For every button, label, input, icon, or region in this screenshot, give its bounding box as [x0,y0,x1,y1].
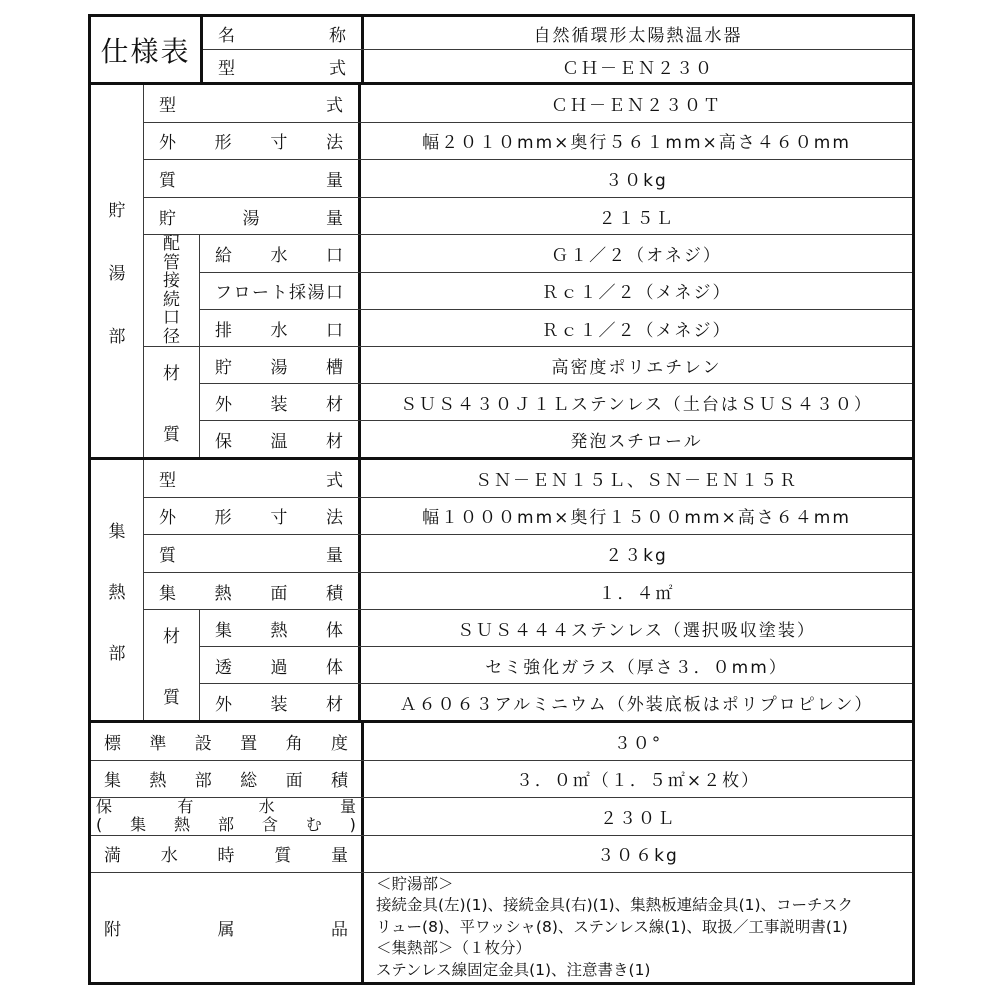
row-label: 外 形 寸 法 [144,123,361,160]
row-mass [144,160,912,198]
row-value: １．４㎡ [598,583,675,604]
row-absorber-material [200,610,912,647]
row-value: ２１５Ｌ [598,208,675,229]
section-storage [91,85,912,460]
accessories-line: リュー(8)、平ワッシャ(8)、ステンレス線(1)、取扱／工事説明書(1) [376,917,848,936]
section-collector [91,460,912,723]
row-product-name [203,17,912,50]
row-label: 透 過 体 [200,647,361,683]
row-value: Ｒｃ１／２（メネジ） [541,320,732,341]
row-value: ２３０Ｌ [600,808,676,829]
row-value: ３０６kg [597,846,679,867]
row-label: 外 装 材 [200,384,361,420]
row-drain-outlet [200,310,912,346]
table-title: 仕様表 [91,17,203,82]
row-value: ２３kg [605,545,668,566]
row-insulation-material [200,421,912,457]
collector-rows [144,460,912,720]
group-label-storage-material: 材 質 [144,347,200,457]
row-label-line2: ( 集 熱 部 含 む ) [96,815,356,835]
row-label [91,798,364,835]
row-label: 集 熱 面 積 [144,573,361,610]
row-label: 集 熱 体 [200,610,361,646]
row-tank-material [200,347,912,384]
row-value: ＣＨ－ＥＮ２３０Ｔ [551,95,722,116]
row-label: 外 装 材 [200,684,361,720]
spec-table [88,14,915,985]
row-label: 型 式 [144,460,361,497]
row-value: Ｒｃ１／２（メネジ） [541,283,732,304]
storage-rows [144,85,912,457]
row-water-volume [91,798,912,836]
row-value: ＳＮ－ＥＮ１５Ｌ、ＳＮ－ＥＮ１５Ｒ [475,470,798,491]
group-piping-connections [144,235,912,347]
row-label: フ ロ ー ト 採 湯 口 [200,273,361,309]
row-label: 給 水 口 [200,235,361,271]
accessories-line: ＜貯湯部＞ [376,874,454,893]
row-value: ３．０㎡（１．５㎡×２枚） [515,771,761,792]
row-system-model [203,50,912,82]
row-value: ３０kg [605,170,668,191]
group-collector-material [144,610,912,720]
accessories-line: 接続金具(左)(1)、接続金具(右)(1)、集熱板連結金具(1)、コーチスク [376,896,853,915]
row-value: ＳＵＳ４３０Ｊ１Ｌステンレス（土台はＳＵＳ４３０） [400,394,873,415]
row-label: 保 温 材 [200,421,361,457]
row-value: 自然循環形太陽熱温水器 [533,25,743,46]
row-value: 発泡スチロール [570,431,703,452]
row-accessories [91,873,912,982]
row-label: 質 量 [144,535,361,572]
row-label: 貯 湯 槽 [200,347,361,383]
row-label: 外 形 寸 法 [144,498,361,535]
row-label: 附 属 品 [91,873,364,982]
row-label: 型 式 [203,50,364,82]
row-value: ＳＵＳ４４４ステンレス（選択吸収塗装） [457,620,816,641]
row-value: Ａ６０６３アルミニウム（外装底板はポリプロピレン） [399,694,874,715]
row-value: ３０° [613,733,663,754]
accessories-value [364,873,912,982]
row-label-line1: 保 有 水 量 [96,797,356,817]
row-label: 標 準 設 置 角 度 [91,723,364,760]
row-total-collector-area [91,761,912,799]
group-storage-material [144,347,912,457]
row-full-water-mass [91,836,912,874]
row-installation-angle [91,723,912,761]
section-label-collector: 集 熱 部 [91,460,144,720]
header-rows [203,17,912,82]
row-exterior-material [200,684,912,720]
row-glazing-material [200,647,912,684]
row-model [144,460,912,498]
section-label-storage: 貯 湯 部 [91,85,144,457]
row-value: Ｇ１／２（オネジ） [551,245,722,266]
row-value: セミ強化ガラス（厚さ３．０mm） [485,657,788,678]
row-value: ＣＨ－ＥＮ２３０ [562,58,714,79]
row-exterior-material [200,384,912,421]
row-label: 貯 湯 量 [144,198,361,235]
row-mass [144,535,912,573]
row-dimensions [144,123,912,161]
row-label: 型 式 [144,85,361,122]
row-label: 集 熱 部 総 面 積 [91,761,364,798]
row-label: 排 水 口 [200,310,361,346]
accessories-line: ＜集熱部＞（１枚分） [376,939,532,958]
row-value: 幅１０００mm×奥行１５００mm×高さ６４mm [422,508,851,529]
accessories-line: ステンレス線固定金具(1)、注意書き(1) [376,960,651,979]
row-label: 満 水 時 質 量 [91,836,364,873]
row-tank-capacity [144,198,912,236]
row-float-outlet [200,273,912,310]
row-water-inlet [200,235,912,272]
row-label: 質 量 [144,160,361,197]
group-label-piping: 配 管 接 続 口 径 [144,235,200,346]
row-value: 幅２０１０mm×奥行５６１mm×高さ４６０mm [422,133,851,154]
row-collector-area [144,573,912,611]
row-model [144,85,912,123]
row-value: 高密度ポリエチレン [551,357,722,378]
row-label: 名 称 [203,17,364,49]
row-dimensions [144,498,912,536]
section-header [91,17,912,85]
group-label-collector-material: 材 質 [144,610,200,720]
